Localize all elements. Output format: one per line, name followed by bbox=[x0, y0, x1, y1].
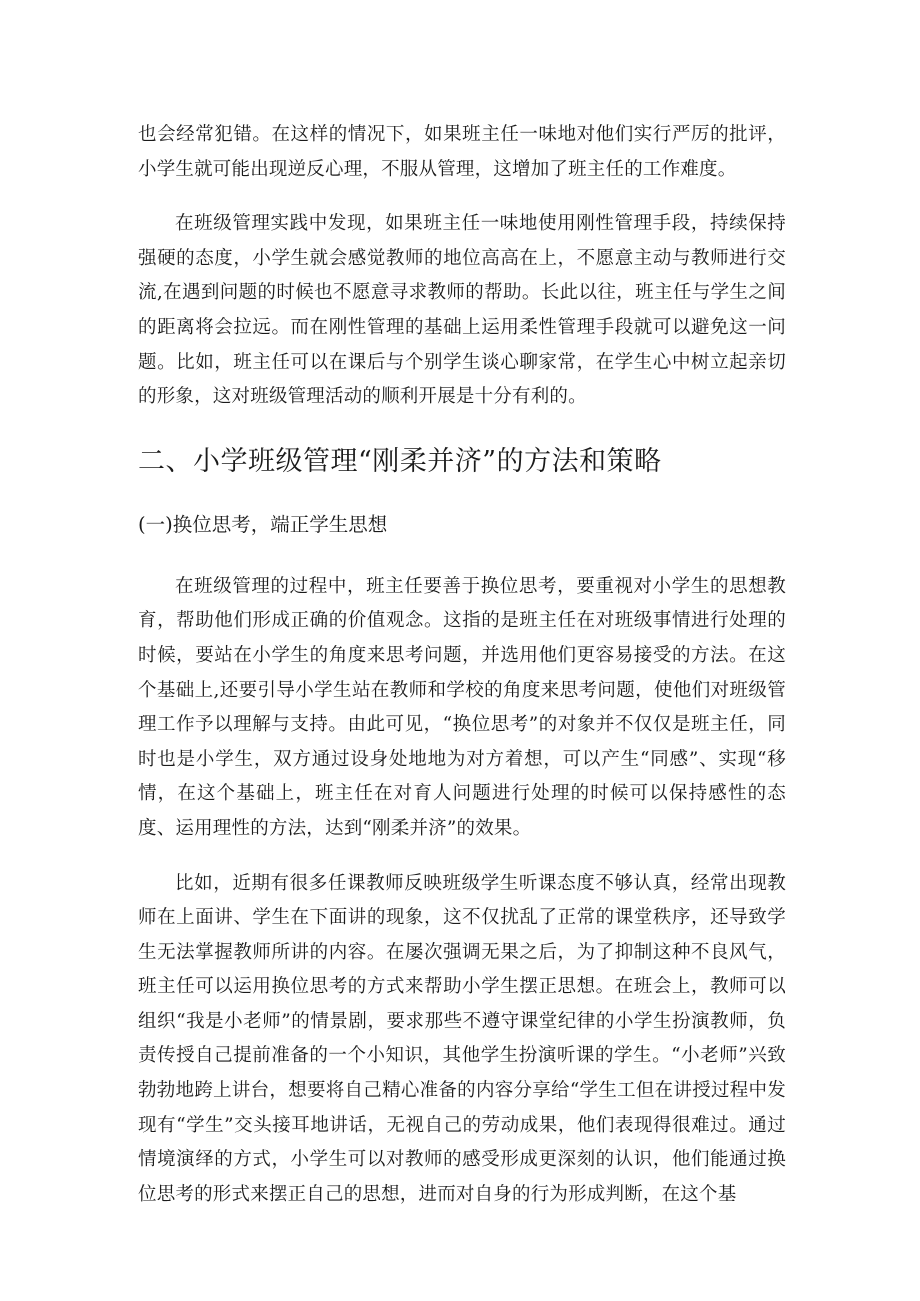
paragraph-perspective-taking: 在班级管理的过程中，班主任要善于换位思考，要重视对小学生的思想教育，帮助他们形成正确的价值观念。这指的是班主任在对班级事情进行处理的时候，要站在小学生的角度来思考问题，并选用他们更容易接受的方法。在这个基础上,还要引导小学生站在教师和学校的角度来思考问题，使他们对班级管理工作予以理解与支持。由此可见，“换位思考”的对象并不仅仅是班主任，同时也是小学生，双方通过设身处地地为对方着想，可以产生“同感”、实现“移情，在这个基础上，班主任在对育人问题进行处理的时候可以保持感性的态度、运用理性的方法，达到“刚柔并济”的效果。 bbox=[138, 575, 786, 839]
subsection-heading: (一)换位思考，端正学生思想 bbox=[138, 512, 388, 536]
paragraph-example: 比如，近期有很多任课教师反映班级学生听课态度不够认真，经常出现教师在上面讲、学生在下面讲的现象，这不仅扰乱了正常的课堂秩序，还导致学生无法掌握教师所讲的内容。在屡次强调无果之后，为了抑制这种不良风气，班主任可以运用换位思考的方式来帮助小学生摆正思想。在班会上，教师可以组织“我是小老师”的情景剧，要求那些不遵守课堂纪律的小学生扮演教师，负责传授自己提前准备的一个小知识，其他学生扮演听课的学生。“小老师”兴致勃勃地跨上讲台，想要将自己精心准备的内容分享给“学生工但在讲授过程中发现有“学生”交头接耳地讲话，无视自己的劳动成果，他们表现得很难过。通过情境演绎的方式，小学生可以对教师的感受形成更深刻的认识，他们能通过换位思考的形式来摆正自己的思想，进而对自身的行为形成判断，在这个基 bbox=[138, 872, 786, 1205]
paragraph-rigid-management: 在班级管理实践中发现，如果班主任一味地使用刚性管理手段，持续保持强硬的态度，小学生就会感觉教师的地位高高在上，不愿意主动与教师进行交流,在遇到问题的时候也不愿意寻求教师的帮助。长此以往，班主任与学生之间的距离将会拉远。而在刚性管理的基础上运用柔性管理手段就可以避免这一问题。比如，班主任可以在课后与个别学生谈心聊家常，在学生心中树立起亲切的形象，这对班级管理活动的顺利开展是十分有利的。 bbox=[138, 213, 786, 408]
section-heading: 二、小学班级管理“刚柔并济”的方法和策略 bbox=[138, 445, 662, 477]
document-page bbox=[138, 118, 786, 1212]
paragraph-continued: 也会经常犯错。在这样的情况下，如果班主任一味地对他们实行严厉的批评，小学生就可能出现逆反心理，不服从管理，这增加了班主任的工作难度。 bbox=[138, 124, 786, 180]
